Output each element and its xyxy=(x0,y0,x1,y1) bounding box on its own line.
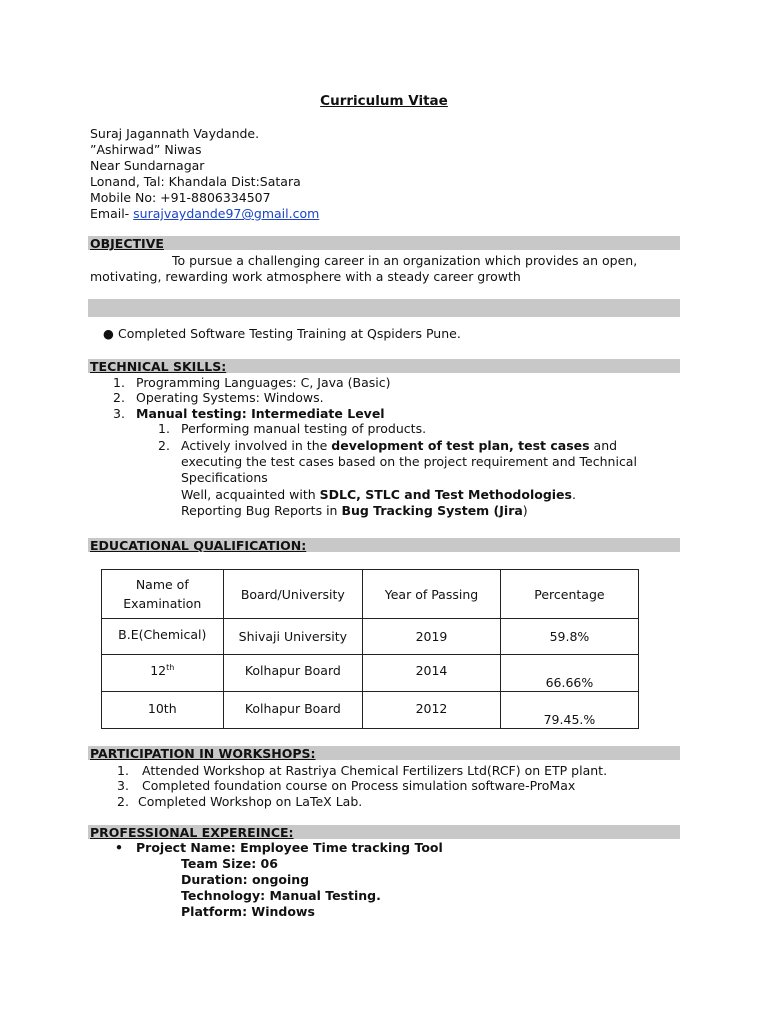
sdlc-text: Well, acquainted with xyxy=(181,487,320,502)
skills-heading: TECHNICAL SKILLS: xyxy=(90,359,227,374)
contact-town: Lonand, Tal: Khandala Dist:Satara xyxy=(90,174,301,189)
header-exam-line2: Examination xyxy=(123,596,202,611)
workshop-number: 1. xyxy=(117,763,129,778)
section-divider-bar xyxy=(88,299,680,317)
bug-text: Reporting Bug Reports in xyxy=(181,503,342,518)
board-text: Kolhapur Board xyxy=(244,662,341,678)
objective-heading: OBJECTIVE xyxy=(90,236,164,251)
team-size: Team Size: 06 xyxy=(181,856,278,871)
workshop-number: 3. xyxy=(117,778,129,793)
bug-bold: Bug Tracking System (Jira xyxy=(341,503,523,518)
contact-mobile: Mobile No: +91-8806334507 xyxy=(90,190,271,205)
year-text: 2014 xyxy=(415,662,448,678)
workshops-heading: PARTICIPATION IN WORKSHOPS: xyxy=(90,746,316,761)
sub-skill-item xyxy=(181,438,617,453)
contact-house: ”Ashirwad” Niwas xyxy=(90,142,202,157)
objective-heading-bar xyxy=(88,236,680,250)
cell-exam xyxy=(102,619,224,655)
cell-board: Shivaji University xyxy=(223,619,363,655)
percent-text: 79.45.% xyxy=(543,711,596,727)
bug-text: ) xyxy=(522,503,528,518)
skill-number: 1. xyxy=(113,375,125,390)
sdlc-line xyxy=(181,487,576,502)
table-row xyxy=(102,655,639,692)
cell-percentage xyxy=(500,655,638,692)
header-percentage: Percentage xyxy=(500,570,638,619)
workshop-number: 2. xyxy=(117,794,129,809)
technology: Technology: Manual Testing. xyxy=(181,888,381,903)
percent-text: 66.66% xyxy=(545,674,594,690)
table-row xyxy=(102,692,639,729)
page-title: Curriculum Vitae xyxy=(320,93,448,109)
project-bullet: • xyxy=(115,840,123,855)
sdlc-text: . xyxy=(571,487,576,502)
contact-name: Suraj Jagannath Vaydande. xyxy=(90,126,260,141)
education-heading: EDUCATIONAL QUALIFICATION: xyxy=(90,538,307,553)
objective-line-1: To pursue a challenging career in an organization which provides an open, xyxy=(172,253,638,268)
training-text: Completed Software Testing Training at Qspiders Pune. xyxy=(118,326,461,341)
board-text: Kolhapur Board xyxy=(244,700,341,716)
workshop-item: Completed Workshop on LaTeX Lab. xyxy=(138,794,363,809)
objective-line-2: motivating, rewarding work atmosphere with a steady career growth xyxy=(90,269,521,284)
sub-skill-number: 2. xyxy=(158,438,170,453)
cell-percentage xyxy=(500,692,638,729)
workshop-item: Completed foundation course on Process simulation software-ProMax xyxy=(142,778,576,793)
cell-year: 2019 xyxy=(363,619,501,655)
skill-item: Manual testing: Intermediate Level xyxy=(136,406,385,421)
training-bullet: ● xyxy=(103,326,114,341)
header-year: Year of Passing xyxy=(363,570,501,619)
sub-skill-text: and xyxy=(589,438,618,453)
skill-item: Programming Languages: C, Java (Basic) xyxy=(136,375,391,390)
header-exam xyxy=(102,570,224,619)
exam-text: 12 xyxy=(150,662,167,678)
cell-exam xyxy=(102,692,224,729)
bug-line xyxy=(181,503,528,518)
sub-skill-number: 1. xyxy=(158,421,170,436)
cell-percentage: 59.8% xyxy=(500,619,638,655)
cell-board xyxy=(223,692,363,729)
table-header-row xyxy=(102,570,639,619)
cell-year xyxy=(363,655,501,692)
email-prefix: Email- xyxy=(90,206,134,221)
contact-email-line xyxy=(90,206,319,222)
experience-heading: PROFESSIONAL EXPEREINCE: xyxy=(90,825,294,840)
cell-year xyxy=(363,692,501,729)
platform: Platform: Windows xyxy=(181,904,315,919)
sub-skill-text: Actively involved in the xyxy=(181,438,332,453)
sdlc-bold: SDLC, STLC and Test Methodologies xyxy=(319,487,572,502)
skill-item: Operating Systems: Windows. xyxy=(136,390,324,405)
skill-number: 3. xyxy=(113,406,125,421)
contact-area: Near Sundarnagar xyxy=(90,158,205,173)
exam-superscript: th xyxy=(166,662,175,672)
duration: Duration: ongoing xyxy=(181,872,310,887)
workshop-item: Attended Workshop at Rastriya Chemical Fertilizers Ltd(RCF) on ETP plant. xyxy=(142,763,608,778)
education-table xyxy=(101,569,639,729)
project-name: Project Name: Employee Time tracking Tool xyxy=(136,840,443,855)
table-row xyxy=(102,619,639,655)
header-board: Board/University xyxy=(223,570,363,619)
exam-text: 10th xyxy=(147,700,177,716)
sub-skill-continuation: executing the test cases based on the project requirement and Technical xyxy=(181,454,637,469)
exam-text: B.E(Chemical) xyxy=(118,627,207,642)
header-exam-line1: Name of xyxy=(135,577,189,592)
sub-skill-bold: development of test plan, test cases xyxy=(331,438,590,453)
skill-number: 2. xyxy=(113,390,125,405)
cell-exam xyxy=(102,655,224,692)
sub-skill-continuation: Specifications xyxy=(181,470,268,485)
year-text: 2012 xyxy=(415,700,448,716)
email-link[interactable]: surajvaydande97@gmail.com xyxy=(133,206,320,221)
sub-skill-item: Performing manual testing of products. xyxy=(181,421,427,436)
cell-board xyxy=(223,655,363,692)
